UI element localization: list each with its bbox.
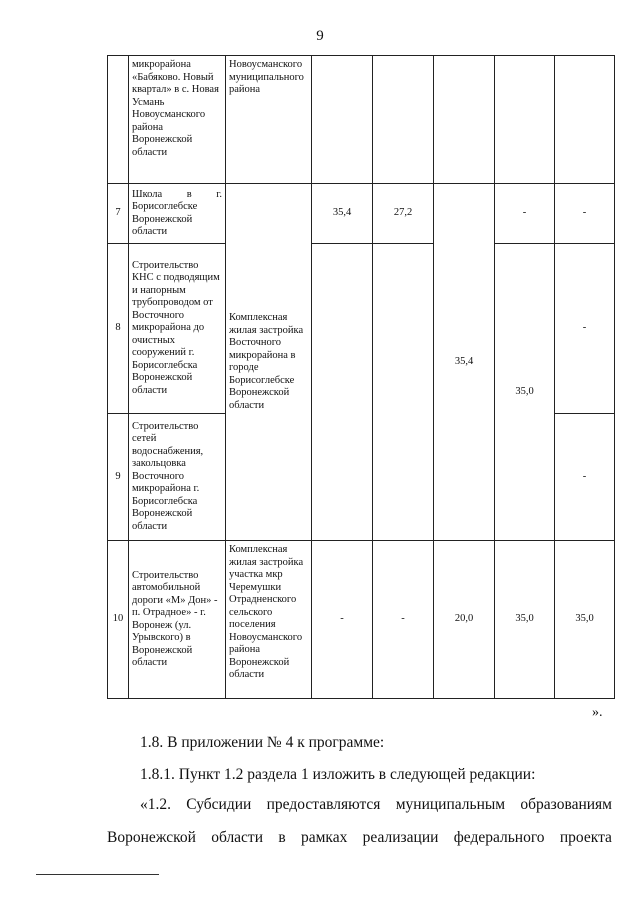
object-name-first-line: Школа в г. <box>132 188 222 200</box>
location-cell: Новоусманского муниципального района <box>226 56 312 184</box>
object-name-cell: Строительство КНС с подводящим и напорным трубопроводом от Восточного микрорайона до очистных сооружений г. Борисоглебска Воронежской области <box>129 244 226 414</box>
value-cell <box>555 56 615 184</box>
value-cell <box>495 56 555 184</box>
value-cell: - <box>555 184 615 244</box>
value-cell <box>373 56 434 184</box>
value-cell: - <box>312 541 373 699</box>
page-number: 9 <box>316 28 324 44</box>
footnote-separator <box>36 874 159 875</box>
merged-location-cell: Комплексная жилая застройка Восточного микрорайона в городе Борисоглебске Воронежской области <box>226 184 312 541</box>
value-cell: 27,2 <box>373 184 434 244</box>
object-name-cell: микрорайона «Бабяково. Новый квартал» в с. Новая Усмань Новоусманского района Воронежской области <box>129 56 226 184</box>
row-number-cell: 10 <box>108 541 129 699</box>
location-cell: Комплексная жилая застройка участка мкр Черемушки Отрадненского сельского поселения Новоусманского района Воронежской области <box>226 541 312 699</box>
row-number-cell: 7 <box>108 184 129 244</box>
value-cell: 35,4 <box>312 184 373 244</box>
word: предоставляются <box>266 796 381 813</box>
paragraph-1-8: 1.8. В приложении № 4 к программе: <box>140 734 385 751</box>
value-cell: 35,0 <box>495 541 555 699</box>
object-name-cell: Строительство автомобильной дороги «М» Дон» - п. Отрадное» - г. Воронеж (ул. Урывского) в Воронежской области <box>129 541 226 699</box>
value-cell <box>373 244 434 541</box>
word: проекта <box>559 829 612 846</box>
closing-quote-mark: ». <box>592 705 603 720</box>
value-cell: - <box>495 184 555 244</box>
table-row <box>108 184 615 244</box>
table-row <box>108 56 615 184</box>
word: образованиям <box>520 796 612 813</box>
paragraph-continuation-line <box>107 829 612 847</box>
object-name-cell <box>129 184 226 244</box>
value-cell <box>434 56 495 184</box>
paragraph-1-8-1: 1.8.1. Пункт 1.2 раздела 1 изложить в следующей редакции: <box>140 766 536 783</box>
row-number-cell: 8 <box>108 244 129 414</box>
value-cell: 35,0 <box>555 541 615 699</box>
table-row <box>108 244 615 414</box>
word: Воронежской <box>107 829 196 846</box>
merged-value-cell: 35,4 <box>434 184 495 541</box>
word: области <box>211 829 264 846</box>
paragraph-1-2-line <box>140 796 612 814</box>
value-cell <box>312 244 373 541</box>
value-cell: - <box>555 414 615 541</box>
object-name-cell: Строительство сетей водоснабжения, закольцовка Восточного микрорайона г. Борисоглебска Воронежской области <box>129 414 226 541</box>
object-name-rest: Борисоглебске Воронежской области <box>132 201 198 237</box>
value-cell: - <box>373 541 434 699</box>
word: федерального <box>453 829 545 846</box>
word: муниципальным <box>395 796 506 813</box>
word: рамках <box>300 829 348 846</box>
word: Субсидии <box>186 796 252 813</box>
word: «1.2. <box>140 796 171 813</box>
value-cell <box>312 56 373 184</box>
funding-table <box>107 55 615 699</box>
value-cell: - <box>555 244 615 414</box>
word: реализации <box>362 829 439 846</box>
word: в <box>278 829 286 846</box>
row-number-cell <box>108 56 129 184</box>
row-number-cell: 9 <box>108 414 129 541</box>
value-cell: 20,0 <box>434 541 495 699</box>
table-row <box>108 541 615 699</box>
merged-value-cell: 35,0 <box>495 244 555 541</box>
